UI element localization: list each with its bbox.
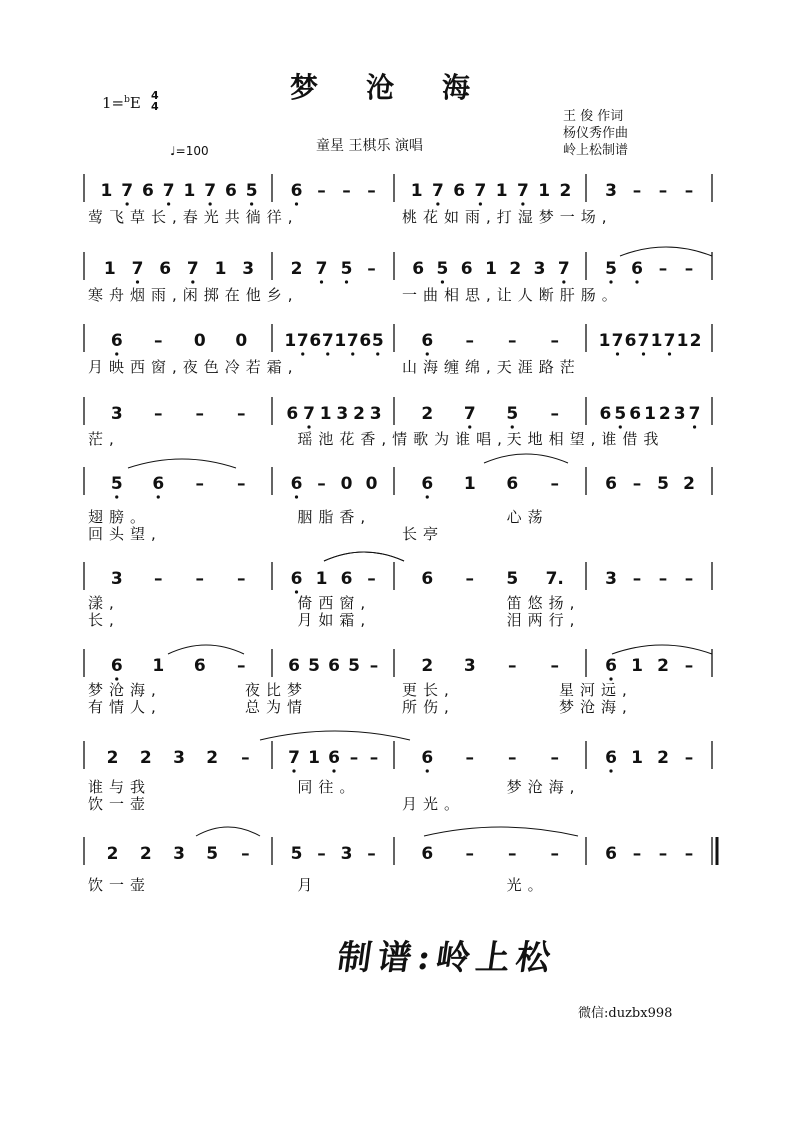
lyric-line: 月映西窗,夜色冷若霜, (88, 358, 299, 376)
lyric-line-second-verse: 月如霜, (297, 611, 372, 629)
lyric-line-second-verse: 所伤, (402, 698, 455, 716)
note-digit: – (684, 656, 694, 676)
lower-octave-dot (426, 769, 429, 772)
note-digit: 7 (637, 331, 650, 351)
lower-octave-dot (292, 769, 295, 772)
note-digit: 0 (340, 474, 353, 494)
note-digit: – (342, 181, 351, 201)
note-digit: 5 (436, 259, 449, 279)
note-digit: – (632, 569, 642, 589)
note-digit: 3 (173, 844, 185, 864)
note-digit: 6 (421, 331, 434, 351)
slur-arc (128, 459, 236, 468)
note-digit: – (684, 569, 694, 589)
note-digit: 6 (605, 748, 617, 768)
note-digit: 3 (110, 569, 123, 589)
lyric-line-second-verse: 饮一壶 (88, 795, 152, 813)
note-digit: – (550, 404, 559, 424)
lyricist-credit: 王 俊 作词 (563, 109, 624, 124)
note-digit: 6 (340, 569, 353, 589)
lyric-line: 光。 (506, 876, 549, 894)
lower-octave-dot (307, 425, 310, 428)
note-digit: 2 (139, 748, 152, 768)
slur-arc (424, 827, 578, 836)
lyric-line: 笛悠扬, (506, 594, 581, 612)
note-digit: – (367, 844, 376, 864)
note-digit: 2 (683, 474, 695, 494)
note-digit: 0 (365, 474, 378, 494)
note-digit: – (632, 474, 642, 494)
note-digit: 7 (162, 181, 175, 201)
note-digit: 3 (336, 404, 349, 424)
note-digit: 7 (663, 331, 676, 351)
note-digit: 6 (421, 748, 434, 768)
note-digit: 5 (110, 474, 123, 494)
note-digit: – (658, 181, 668, 201)
lyric-line: 瑶池花香,情歌为谁唱, (297, 430, 508, 448)
note-digit: 2 (657, 656, 669, 676)
note-digit: 2 (106, 844, 119, 864)
note-digit: 1 (183, 181, 196, 201)
note-digit: 1 (598, 331, 611, 351)
note-digit: 6 (290, 569, 303, 589)
slur-arc (620, 247, 712, 256)
lyric-line-second-verse: 总为情 (245, 698, 309, 716)
note-digit: – (508, 748, 517, 768)
lower-octave-dot (436, 202, 439, 205)
note-digit: 7 (321, 331, 334, 351)
lower-octave-dot (468, 425, 471, 428)
transcriber-signature: 制谱:岭上松 (334, 938, 559, 978)
note-digit: – (632, 844, 642, 864)
slur-arc (168, 645, 244, 654)
note-digit: 6 (141, 181, 154, 201)
tempo-value: =100 (175, 144, 209, 158)
meter-top: 4 (151, 89, 159, 102)
note-digit: 6 (328, 656, 340, 676)
note-digit: 1 (308, 748, 320, 768)
note-digit: 2 (206, 748, 219, 768)
flat-sign: b (124, 95, 130, 105)
note-digit: 5 (506, 569, 519, 589)
note-digit: – (241, 844, 250, 864)
lyric-line: 饮一壶 (88, 876, 152, 894)
note-digit: 6 (359, 331, 372, 351)
note-digit: 6 (193, 656, 206, 676)
lyric-line: 莺飞草长,春光共徜徉, (88, 208, 299, 226)
note-digit: 1 (495, 181, 508, 201)
note-digit: 6 (460, 259, 473, 279)
lower-octave-dot (693, 425, 696, 428)
lower-octave-dot (295, 202, 298, 205)
note-digit: 5 (308, 656, 320, 676)
note-digit: 2 (290, 259, 303, 279)
note-digit: – (237, 404, 246, 424)
note-digit: 7 (474, 181, 487, 201)
note-digit: 6 (290, 181, 303, 201)
lyric-line-second-verse: 月光。 (402, 795, 466, 813)
note-digit: 1 (538, 181, 551, 201)
note-digit: 2 (658, 404, 671, 424)
lower-octave-dot (326, 352, 329, 355)
lower-octave-dot (191, 280, 194, 283)
note-digit: – (508, 331, 517, 351)
tempo-marking: ♩=100 (170, 144, 209, 158)
lyric-line: 月 (297, 876, 319, 894)
composer-credit: 杨仪秀作曲 (563, 126, 629, 141)
note-digit: 1 (463, 474, 476, 494)
note-digit: – (684, 259, 694, 279)
note-digit: 2 (139, 844, 152, 864)
note-digit: – (195, 404, 204, 424)
note-digit: 3 (605, 181, 617, 201)
note-digit: – (658, 259, 668, 279)
note-digit: 6 (605, 844, 617, 864)
note-digit: – (367, 569, 376, 589)
note-digit: 6 (421, 474, 434, 494)
lyric-line: 心荡 (506, 508, 549, 526)
lower-octave-dot (332, 769, 335, 772)
note-digit: 6 (290, 474, 303, 494)
note-digit: 1 (103, 259, 116, 279)
wechat-contact: 微信:duzbx998 (578, 1006, 673, 1021)
note-digit: 6 (605, 474, 617, 494)
singer-credit: 童星 王棋乐 演唱 (316, 138, 423, 154)
note-digit: 7. (545, 569, 564, 589)
note-digit: 0 (235, 331, 248, 351)
note-digit: 7 (346, 331, 359, 351)
note-digit: – (508, 844, 517, 864)
note-digit: 1 (334, 331, 347, 351)
slur-arc (260, 731, 410, 740)
note-digit: 3 (369, 404, 382, 424)
key-note: E (129, 94, 141, 112)
note-digit: – (241, 748, 250, 768)
note-digit: 6 (288, 656, 300, 676)
note-digit: 1 (631, 748, 643, 768)
lower-octave-dot (479, 202, 482, 205)
note-digit: 1 (676, 331, 689, 351)
note-digit: 1 (410, 181, 423, 201)
note-digit: 7 (121, 181, 134, 201)
lyric-line: 倚西窗, (297, 594, 372, 612)
lyric-line: 同往。 (297, 778, 361, 796)
lower-octave-dot (167, 202, 170, 205)
song-title: 梦沧海 (290, 71, 519, 104)
note-digit: – (237, 656, 246, 676)
note-digit: – (317, 181, 326, 201)
note-digit: – (369, 748, 379, 768)
note-digit: 6 (224, 181, 237, 201)
note-digit: – (632, 181, 642, 201)
transcriber-credit: 岭上松制谱 (563, 143, 629, 158)
note-digit: 5 (506, 404, 519, 424)
note-digit: 5 (371, 331, 384, 351)
note-digit: 5 (657, 474, 669, 494)
lyric-line: 星河远, (559, 681, 633, 699)
note-digit: 3 (340, 844, 353, 864)
lower-octave-dot (668, 352, 671, 355)
lyric-line-second-verse: 梦沧海, (559, 698, 633, 716)
lyric-line: 谁与我 (88, 778, 152, 796)
note-digit: – (658, 569, 668, 589)
note-digit: – (550, 331, 559, 351)
note-digit: 1 (485, 259, 497, 279)
lower-octave-dot (157, 495, 160, 498)
key-prefix: 1= (102, 94, 125, 112)
lower-octave-dot (441, 280, 444, 283)
lyric-line: 桃花如雨,打湿梦一场, (402, 208, 613, 226)
note-digit: 6 (286, 404, 299, 424)
meter-bottom: 4 (151, 100, 159, 113)
lyric-line: 茫, (88, 430, 120, 448)
note-digit: 1 (650, 331, 663, 351)
lower-octave-dot (115, 495, 118, 498)
note-digit: – (237, 474, 246, 494)
lower-octave-dot (426, 352, 429, 355)
note-digit: 6 (421, 844, 434, 864)
note-digit: 7 (557, 259, 570, 279)
note-digit: 2 (421, 404, 434, 424)
note-digit: 5 (290, 844, 303, 864)
note-digit: 2 (353, 404, 365, 424)
lower-octave-dot (619, 425, 622, 428)
note-digit: 2 (509, 259, 522, 279)
note-digit: – (465, 748, 474, 768)
lower-octave-dot (136, 280, 139, 283)
lower-octave-dot (635, 280, 638, 283)
note-digit: – (237, 569, 246, 589)
note-digit: 7 (186, 259, 199, 279)
lower-octave-dot (115, 352, 118, 355)
note-digit: – (684, 748, 694, 768)
lyric-line-second-verse: 泪两行, (506, 611, 581, 629)
lower-octave-dot (426, 495, 429, 498)
note-digit: 6 (309, 331, 322, 351)
note-digit: 1 (315, 569, 328, 589)
lyric-line: 一曲相思,让人断肝肠。 (402, 286, 623, 304)
lower-octave-dot (616, 352, 619, 355)
note-digit: 2 (657, 748, 669, 768)
note-digit: 6 (152, 474, 165, 494)
note-digit: 7 (463, 404, 476, 424)
note-digit: 6 (421, 569, 434, 589)
note-digit: – (154, 331, 163, 351)
lyric-line: 胭脂香, (297, 508, 372, 526)
note-digit: – (317, 474, 326, 494)
lyric-line-second-verse: 长亭 (402, 525, 445, 543)
note-digit: 2 (421, 656, 434, 676)
note-digit: – (349, 748, 359, 768)
lyric-line: 山海缠绵,天涯路茫 (402, 358, 581, 376)
note-digit: 3 (110, 404, 123, 424)
lyric-line: 梦沧海, (506, 778, 581, 796)
note-digit: 1 (319, 404, 332, 424)
slur-arc (484, 454, 568, 463)
note-digit: 7 (431, 181, 444, 201)
slur-arc (196, 827, 260, 836)
lyric-line: 漾, (88, 594, 120, 612)
note-digit: 6 (453, 181, 466, 201)
note-digit: 7 (315, 259, 328, 279)
lyric-line: 翅膀。 (88, 508, 152, 526)
lyric-line-second-verse: 回头望, (88, 525, 162, 543)
lyric-line-second-verse: 长, (88, 611, 120, 629)
note-digit: 1 (644, 404, 656, 424)
lower-octave-dot (351, 352, 354, 355)
note-digit: 6 (412, 259, 425, 279)
lyric-line: 天地相望,谁借我 (506, 430, 665, 448)
note-digit: 1 (631, 656, 643, 676)
note-digit: – (465, 844, 474, 864)
lower-octave-dot (562, 280, 565, 283)
slur-arc (324, 552, 404, 561)
note-digit: 6 (624, 331, 637, 351)
lyric-line-second-verse: 有情人, (88, 698, 162, 716)
note-digit: – (684, 181, 694, 201)
lower-octave-dot (250, 202, 253, 205)
note-digit: – (317, 844, 326, 864)
note-digit: 7 (204, 181, 217, 201)
note-digit: – (367, 259, 376, 279)
note-digit: 3 (463, 656, 476, 676)
lower-octave-dot (126, 202, 129, 205)
note-digit: 7 (288, 748, 300, 768)
note-digit: 7 (611, 331, 624, 351)
lower-octave-dot (642, 352, 645, 355)
note-digit: – (465, 569, 474, 589)
note-digit: – (154, 404, 163, 424)
note-digit: – (508, 656, 517, 676)
note-digit: 5 (206, 844, 219, 864)
note-digit: 3 (533, 259, 546, 279)
note-digit: 6 (629, 404, 642, 424)
lyric-line: 寒舟烟雨,闲掷在他乡, (88, 286, 299, 304)
lower-octave-dot (511, 425, 514, 428)
note-digit: 2 (689, 331, 702, 351)
note-digit: 1 (100, 181, 113, 201)
lyric-line: 更长, (402, 681, 455, 699)
note-digit: 6 (506, 474, 519, 494)
note-digit: 5 (614, 404, 627, 424)
note-digit: 5 (348, 656, 360, 676)
lower-octave-dot (209, 202, 212, 205)
note-digit: 5 (340, 259, 353, 279)
note-digit: 2 (559, 181, 572, 201)
note-digit: 3 (673, 404, 686, 424)
lower-octave-dot (295, 495, 298, 498)
lower-octave-dot (376, 352, 379, 355)
note-digit: 3 (242, 259, 255, 279)
note-digit: – (195, 569, 204, 589)
note-digit: – (550, 474, 559, 494)
note-digit: 6 (328, 748, 340, 768)
note-digit: 6 (159, 259, 172, 279)
note-digit: 5 (605, 259, 617, 279)
lyric-line: 梦沧海, (88, 681, 162, 699)
note-digit: 7 (131, 259, 144, 279)
note-digit: 7 (303, 404, 315, 424)
note-digit: 7 (296, 331, 309, 351)
note-digit: 1 (214, 259, 227, 279)
lower-octave-dot (521, 202, 524, 205)
note-digit: 6 (599, 404, 612, 424)
note-digit: 2 (106, 748, 119, 768)
note-digit: – (550, 844, 559, 864)
lower-octave-dot (345, 280, 348, 283)
note-digit: 6 (110, 656, 123, 676)
slur-arc (612, 645, 712, 654)
lower-octave-dot (301, 352, 304, 355)
lower-octave-dot (609, 769, 612, 772)
note-digit: 3 (605, 569, 617, 589)
note-digit: – (369, 656, 379, 676)
note-digit: 0 (193, 331, 206, 351)
note-digit: – (195, 474, 204, 494)
lower-octave-dot (320, 280, 323, 283)
lower-octave-dot (609, 280, 612, 283)
note-digit: 3 (173, 748, 185, 768)
note-digit: – (550, 656, 559, 676)
note-digit: 1 (284, 331, 297, 351)
note-digit: – (154, 569, 163, 589)
note-digit: 6 (605, 656, 617, 676)
note-digit: 1 (152, 656, 165, 676)
note-digit: – (465, 331, 474, 351)
note-digit: – (550, 748, 559, 768)
note-digit: 5 (245, 181, 258, 201)
note-digit: – (658, 844, 668, 864)
note-digit: 7 (688, 404, 701, 424)
note-digit: 6 (631, 259, 643, 279)
note-digit: 7 (516, 181, 529, 201)
note-digit: 6 (110, 331, 123, 351)
note-digit: – (684, 844, 694, 864)
lyric-line: 夜比梦 (245, 681, 309, 699)
note-digit: – (367, 181, 376, 201)
